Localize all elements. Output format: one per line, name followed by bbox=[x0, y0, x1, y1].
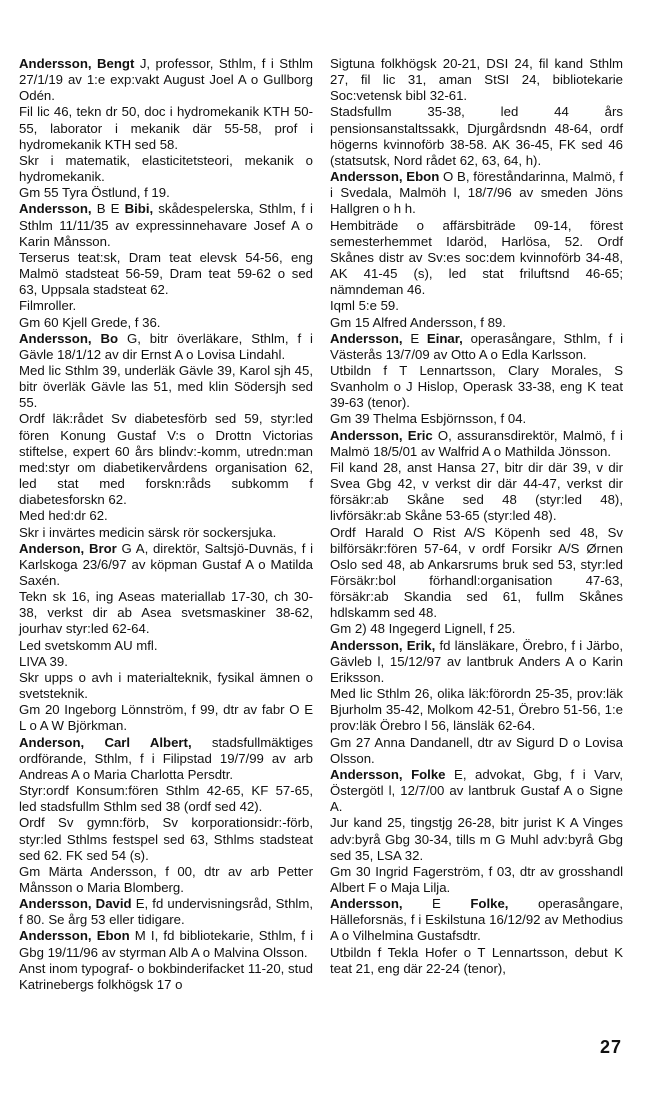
entry-line: Med hed:dr 62. bbox=[19, 508, 108, 524]
entry-line: Ordf Sv gymn:förb, Sv korporationsidr:-förb, styr:led Sthlms festspel sed 63, Sthlms stadsteat sed 62. FK sed 54 (s). bbox=[19, 815, 313, 863]
entry-einar-andersson bbox=[330, 331, 623, 428]
entry-line: Med lic Sthlm 39, underläk Gävle 39, Karol sjh 45, bitr överläk Gävle las 51, med klin Södersjh sed 55. bbox=[19, 362, 313, 411]
entry-given-name: Folke, bbox=[470, 896, 509, 912]
entry-line: Terserus teat:sk, Dram teat elevsk 54-56, eng Malmö stadsteat 56-59, Dram teat 59-62 o sed 63, Uppsala stadsteat 62. bbox=[19, 249, 313, 298]
entry-line: Fil lic 46, tekn dr 50, doc i hydromekanik KTH 50-55, laborator i mekanik där 55-58, prof i hydromekanik KTH sed 58. bbox=[19, 104, 313, 152]
entry-line: Gm 39 Thelma Esbjörnsson, f 04. bbox=[330, 411, 527, 427]
entry-intro: operasångare, Hälleforsnäs, f i Eskilstuna 16/12/92 av Methodius A o Vilhelmina Gustafsdtr. bbox=[330, 896, 623, 944]
entry-name: Andersson, David bbox=[19, 896, 132, 912]
entry-name: Anderson, Bror bbox=[19, 540, 117, 556]
entry-given-name: Einar, bbox=[426, 330, 463, 346]
entry-line: Hembiträde o affärsbiträde 09-14, förest semesterhemmet Idaröd, Harlösa, 52. Ordf Skånes distr av Sv:es soc:dem kvinnoförb 34-48, AK 41-45 (s), led stat friluftsnd 46-65; nämndeman 46. bbox=[330, 217, 623, 298]
entry-intro: skådespelerska, Sthlm, f i Sthlm 11/11/35 av expressinnehavare Josef A o Karin Månsson. bbox=[19, 201, 313, 249]
entry-intro: operasångare, Sthlm, f i Västerås 13/7/09 av Otto A o Edla Karlsson. bbox=[330, 330, 624, 362]
entry-line: Ordf läk:rådet Sv diabetesförb sed 59, styr:led fören Konung Gustaf V:s o Drottn Victorias stiftelse, expert 60 års blindv:-komm, utredn:man med:styr om diabetikervårdens organisation 62, led stat med forskn:råds subkomm f diabetesforskn 62. bbox=[19, 411, 313, 508]
entry-line: LIVA 39. bbox=[19, 653, 68, 669]
entry-eric-andersson bbox=[330, 428, 623, 638]
entry-line: Skr i invärtes medicin särsk rör sockersjuka. bbox=[19, 524, 277, 540]
entry-line: Fil kand 28, anst Hansa 27, bitr dir där 39, v dir Svea Gbg 42, v verkst dir där 44-47, verkst dir försäkr:ab Skåne sed 48 (styr:led 48), livförsäkr:ab Skåne 53-65 (styr:led 48). bbox=[330, 459, 623, 524]
entry-line: Gm 60 Kjell Grede, f 36. bbox=[19, 314, 161, 330]
entry-intro: stadsfullmäktiges ordförande, Sthlm, f i Filipstad 19/7/99 av arb Andreas A o Maria Charlotta Persdtr. bbox=[19, 734, 314, 782]
entry-name: Andersson, bbox=[19, 201, 92, 217]
page-number: 27 bbox=[599, 1037, 622, 1057]
entry-erik-andersson bbox=[330, 638, 623, 767]
entry-line: Anst inom typograf- o bokbinderifacket 11-20, stud Katrinebergs folkhögsk 17 o bbox=[19, 960, 313, 992]
entry-line: Gm 20 Ingeborg Lönnström, f 99, dtr av fabr O E L o A W Björkman. bbox=[19, 702, 313, 734]
entry-ebon-m-andersson-continued bbox=[330, 56, 623, 169]
entry-name: Anderson, Carl Albert, bbox=[19, 734, 192, 750]
entry-name: Andersson, bbox=[330, 330, 403, 346]
right-column bbox=[330, 56, 623, 977]
entry-name: Andersson, Erik, bbox=[330, 637, 436, 653]
entry-line: Gm 30 Ingrid Fagerström, f 03, dtr av grosshandl Albert F o Maja Lilja. bbox=[330, 863, 623, 895]
entry-intro: J, professor, Sthlm, f i Sthlm 27/1/19 av 1:e exp:vakt August Joel A o Gullborg Odén. bbox=[19, 56, 313, 104]
entry-line: Tekn sk 16, ing Aseas materiallab 17-30, ch 30-38, verkst dir ab Asea svetsmaskiner 38-62, jourhav styr:led 62-64. bbox=[19, 589, 313, 637]
entry-line: Filmroller. bbox=[19, 298, 77, 314]
entry-intro: E, fd undervisningsråd, Sthlm, f 80. Se årg 53 eller tidigare. bbox=[19, 896, 313, 928]
entry-folke-andersson-advokat bbox=[330, 767, 623, 896]
entry-bibi-andersson bbox=[19, 201, 313, 330]
entry-initials: B E bbox=[91, 201, 125, 217]
entry-intro: G, bitr överläkare, Sthlm, f i Gävle 18/1/12 av dir Ernst A o Lovisa Lindahl. bbox=[19, 330, 313, 362]
entry-line: Iqml 5:e 59. bbox=[330, 298, 399, 314]
entry-intro: O B, föreståndarinna, Malmö, f i Svedala, Malmöh l, 18/7/96 av smeden Jöns Hallgren o h h. bbox=[330, 169, 624, 217]
entry-line: Ordf Harald O Rist A/S Köpenh sed 48, Sv bilförsäkr:fören 57-64, v ordf Forsikr A/S Ørnen Oslo sed 48, ab Ankarsrums bruk sed 53, styr:led Försäkr:bol förhandl:organisation 47-63, försäkr:ab Skandia sed 61, fullm Skånes hdlskamm sed 48. bbox=[330, 524, 623, 621]
entry-line: Med lic Sthlm 26, olika läk:förordn 25-35, prov:läk Bjurholm 35-42, Molkom 42-51, Örebro 51-56, 1:e prov:läk Örebro l 56, länsläk 62-64. bbox=[330, 686, 623, 734]
entry-folke-andersson-operasangare bbox=[330, 896, 623, 977]
entry-line: Jur kand 25, tingstjg 26-28, bitr jurist K A Vinges adv:byrå Gbg 30-34, tills m G Muhl adv:byrå Gbg sed 35, LSA 32. bbox=[330, 815, 623, 863]
entry-given-name: Bibi, bbox=[124, 201, 154, 217]
entry-bror-anderson bbox=[19, 541, 313, 735]
entry-line: Utbildn f Tekla Hofer o T Lennartsson, debut K teat 21, eng där 22-24 (tenor), bbox=[330, 944, 623, 976]
entry-bengt-andersson bbox=[19, 56, 313, 201]
left-column bbox=[19, 56, 313, 993]
entry-line: Gm 2) 48 Ingegerd Lignell, f 25. bbox=[330, 621, 516, 637]
entry-line: Skr i matematik, elasticitetsteori, mekanik o hydromekanik. bbox=[19, 152, 313, 185]
entry-ebon-o-andersson bbox=[330, 169, 623, 331]
entry-david-andersson bbox=[19, 896, 313, 928]
entry-line: Sigtuna folkhögsk 20-21, DSI 24, fil kand Sthlm 27, fil lic 31, aman StSI 24, bibliotekarie Soc:vetensk bibl 32-61. bbox=[330, 56, 623, 104]
entry-line: Gm 27 Anna Dandanell, dtr av Sigurd D o Lovisa Olsson. bbox=[330, 734, 623, 766]
entry-line: Stadsfullm 35-38, led 44 års pensionsanstaltssakk, Djurgårdsndn 48-64, ordf högerns kvinnoförb 38-58. AK 36-45, FK sed 46 (statsutsk, Nord rådet 62, 63, 64, h). bbox=[330, 104, 623, 168]
entry-line: Gm Märta Andersson, f 00, dtr av arb Petter Månsson o Maria Blomberg. bbox=[19, 863, 313, 895]
entry-name: Andersson, Bengt bbox=[19, 56, 135, 71]
entry-intro: O, assuransdirektör, Malmö, f i Malmö 18/5/01 av Walfrid A o Mathilda Jönsson. bbox=[330, 427, 623, 459]
entry-line: Gm 55 Tyra Östlund, f 19. bbox=[19, 185, 170, 201]
entry-carl-albert-anderson bbox=[19, 735, 313, 897]
entry-line: Styr:ordf Konsum:fören Sthlm 42-65, KF 57-65, led stadsfullm Sthlm sed 38 (ordf sed 42). bbox=[19, 783, 313, 815]
entry-name: Andersson, Bo bbox=[19, 330, 119, 346]
entry-name: Andersson, Folke bbox=[330, 766, 446, 782]
entry-initials: E bbox=[402, 896, 471, 912]
entry-initials: E bbox=[402, 330, 427, 346]
entry-line: Gm 15 Alfred Andersson, f 89. bbox=[330, 314, 506, 330]
entry-name: Andersson, bbox=[330, 896, 403, 912]
entry-ebon-m-andersson bbox=[19, 928, 313, 993]
entry-name: Andersson, Eric bbox=[330, 427, 433, 443]
entry-intro: M I, fd bibliotekarie, Sthlm, f i Gbg 19/11/96 av styrman Alb A o Malvina Olsson. bbox=[19, 928, 313, 960]
entry-name: Andersson, Ebon bbox=[330, 169, 440, 185]
entry-name: Andersson, Ebon bbox=[19, 928, 130, 944]
entry-line: Led svetskomm AU mfl. bbox=[19, 637, 158, 653]
entry-line: Skr upps o avh i materialteknik, fysikal ämnen o svetsteknik. bbox=[19, 669, 313, 702]
entry-bo-andersson bbox=[19, 331, 313, 541]
entry-line: Utbildn f T Lennartsson, Clary Morales, S Svanholm o J Hislop, Operask 33-38, eng K teat 39-63 (tenor). bbox=[330, 362, 623, 411]
entry-intro: fd länsläkare, Örebro, f i Järbo, Gävleb l, 15/12/97 av lantbruk Anders A o Karin Eriksson. bbox=[330, 637, 623, 685]
entry-intro: G A, direktör, Saltsjö-Duvnäs, f i Karlskoga 23/6/97 av köpman Gustaf A o Matilda Saxén. bbox=[19, 540, 314, 588]
entry-intro: E, advokat, Gbg, f i Varv, Östergötl l, 12/7/00 av lantbruk Gustaf A o Signe A. bbox=[330, 766, 623, 815]
